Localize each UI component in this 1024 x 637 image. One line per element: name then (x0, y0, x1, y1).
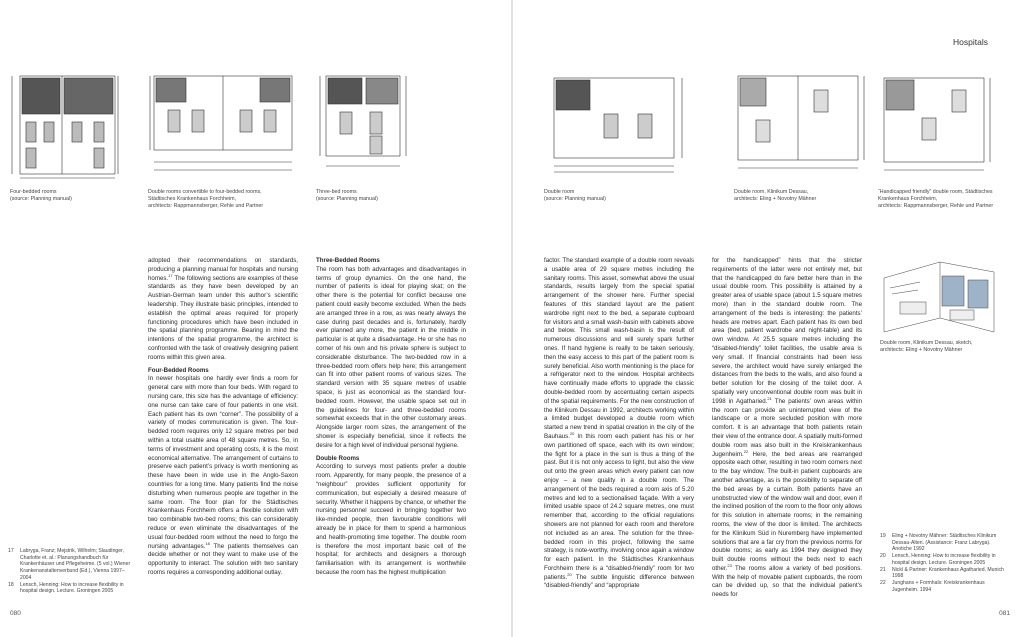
footnotes-right (880, 533, 1010, 593)
text-column-1 (148, 257, 298, 578)
floor-plan-handicapped-friendly (878, 70, 998, 180)
paragraph: In newer hospitals one hardly ever finds a room for general care with more than four beds. With regard to nursing care, this size has the advantage of efficiency: one nurse can take care of four patients in one visit. Each patient has its own “corner”. The possibility of a variety of modes communication is given. The four-bedded room requires only 12 square metres per bed within a total usable area of 48 square metres. So, in terms of investment and operating costs, it is the most economical alternative. The arrangement of curtains to preserve each patient’s privacy is worth mentioning as these have been in wide use in the Anglo-Saxon countries for a long time. Many patients find the noise disturbing when numerous people are together in the same room. The floor plan for the Städtisches Krankenhaus Forchheim offers a flexible solution with two combinable two-bed rooms; this can considerably reduce or even eliminate the disadvantages of the usual four-bedded room without the need to forgo the nursing advantages.$^{18}$ The patients themselves can decide whether or not they want to make use of the opportunity to interact. The solution with two sanitary rooms requires a corresponding additional outlay. (148, 375, 298, 576)
caption-double-convertible: Double rooms convertible to four-bedded rooms, Städtisches Krankenhaus Forchheim, architects: Rappmannsberger, Rehle und Partner (148, 189, 264, 210)
footnotes-left (8, 548, 136, 595)
paragraph: The room has both advantages and disadvantages in terms of group dynamics. On the one hand, the number of patients is ideal for playing skat; on the other there is the potential for conflict because one patient could easily become excluded. When the beds are arranged three in a row, as was nearly always the case during past decades and is, fortunately, hardly ever planned any more, the patient in the middle in particular is at quite a disadvantage. He or she has no corner of his own and his private sphere is subject to considerable disturbance. The two-bedded row in a three-bedded room offers help here; this arrangement can fit into other patient rooms of various sizes. The standard version with 35 square metres of usable space, is just as economical as the standard four-bedded room. However, the usable space set out in the guidelines for four- and three-bedded rooms somewhat exceeds that in the other customary areas. Alongside larger room sizes, the arrangement of the shower is especially beneficial, since it reflects the desire for a high level of individual personal hygiene. (316, 265, 466, 449)
footnote: 20 Lensch, Henning: How to increase flexibility in hospital design. Lecture. Groningen 2005 (880, 553, 996, 566)
running-head: Hospitals (953, 37, 988, 47)
heading-three-bedded: Three-Bedded Rooms (316, 257, 380, 264)
caption-handicapped-friendly: “Handicapped friendly” double room, Städtisches Krankenhaus Forchheim, architects: Rappmannsberger, Rehle und Partner (878, 189, 994, 210)
heading-four-bedded: Four-Bedded Rooms (148, 366, 209, 374)
floor-plan-three-bed (316, 70, 411, 180)
paragraph: for the handicapped” hints that the stricter requirements of the latter were not entirely met, but that the handicapped do fare better here than in the usual double room. This possibility is attained by a greater area of usable space (about 1.5 square metres more) than in the standard double room. The arrangement of the beds is interesting: the patients’ heads are metres apart. Each patient has its own bed area (bed, patient wardrobe and night-table) and its own window. At 25.5 square metres including the “disabled-friendly” toilet facilities, the usable area is very small. If financial constraints had been less severe, the architect would have surely enlarged the distances from the beds to the walls, and also found a better solution for the closing of the toilet door. A spatially very unconventional double room was built in 1998 in Agatharied.$^{21}$ The patients’ own areas within the room can provide an uninterrupted view of the landscape or a more secluded position with more comfort. It is an advantage that both patients retain their view of the entrance door. A spatially multi-formed double room was also built in the Kreiskrankenhaus Jugenheim.$^{22}$ Here, the bed areas are rearranged opposite each other, resulting in two room corners next to the bay window. The built-in patient cupboards are another advantage, as is the possibility to separate off the bed areas by a curtain. Both patients have an unobstructed view of the window wall and door, even if the inclined position of the room to the floor only allows for this solution in alternate rooms; in the remaining rooms, the view of the door is limited. The architects for the Klinikum Süd in Nuremberg have implemented solutions that are a far cry from the previous norms for double rooms; as early as 1994 they designed they built double rooms without the beds next to each other.$^{23}$ The rooms allow a variety of bed positions. With the help of movable patient cupboards, the room can be divided up, so that the individual patient’s needs for (712, 257, 863, 599)
paragraph: According to surveys most patients prefer a double room. Apparently, for many people, the presence of a “neighbour” provides sufficient opportunity for communication, but especially a desired measure of security. Whether it happens by chance, or whether the nursing personnel succeed in bringing together two like-minded people, then favourable conditions will already be in place for them to spend a harmonious and health-promoting time together. The double room is therefore the most important basic cell of the hospital; for architects and designers a thorough familiarisation with its arrangement is worthwhile because the room has the highest multiplication (316, 463, 466, 576)
footnote: 18 Lensch, Henning: How to increase flexibility in hospital design. Lecture. Groningen 2005 (8, 581, 124, 595)
caption-four-bedded: Four-bedded rooms (source: Planning manual) (10, 189, 72, 203)
footnote: 19 Eling + Novotny Mähner: Städtisches Klinikum Dessau-Alten. (Assistance: Franz Labryga). Anotiche 1992 (880, 533, 997, 553)
caption-three-bed: Three-bed rooms (source: Planning manual) (316, 189, 378, 203)
paragraph: adopted their recommendations on standards, producing a planning manual for hospitals and nursing homes.$^{17}$ The following sections are examples of these standards as they have been developed by an Austrian-German team under this author’s scientific leadership. They illustrate basic principles, intended to establish the optimal areas required for properly functioning procedures which have been included in the spatial planning programme. Bearing in mind the intentions of the spatial programme, the architect is confronted with the task of creatively designing patient rooms within this given area. (148, 257, 298, 361)
folio-left: 080 (10, 610, 21, 617)
footnote: 17 Labryga, Franz; Mejstrik, Wilhelm; Slaudinger, Charlotte et. al.: Planungshandbuch für Krankenhäuser und Pflegeheime. (5 vol.) Wiener Krankenanstaltenverbund (Ed.), Vienna 1997–2004 (8, 548, 131, 581)
folio-right: 081 (999, 610, 1010, 617)
floor-plan-double-convertible (148, 70, 298, 180)
text-column-2 (316, 257, 466, 578)
floor-plan-double-room (544, 70, 694, 180)
floor-plan-four-bedded (10, 70, 125, 180)
text-column-4 (712, 257, 862, 600)
text-column-3 (544, 257, 694, 591)
footnote: 21 Nickl & Partner: Krankenhaus Agatharied. Munich 1998 (880, 566, 1004, 580)
caption-double-room: Double room (source: Planning manual) (544, 189, 606, 203)
sketch-caption: Double room, Klinikum Dessau, sketch, architects: Eling + Novotny Mähner (880, 340, 973, 354)
footnote: 22 Junghans + Formhals: Kreiskrankenhaus Jugenheim. 1994 (880, 579, 985, 593)
floor-plan-dessau (734, 70, 869, 180)
page-gutter (511, 0, 513, 637)
sketch-double-room-dessau (880, 258, 998, 336)
heading-double-rooms: Double Rooms (316, 454, 360, 462)
caption-dessau: Double room, Klinikum Dessau, architects: Eling + Novotny Mähner (734, 189, 817, 203)
paragraph: factor. The standard example of a double room reveals a usable area of 29 square metres including the sanitary rooms. This asset, somewhat above the usual standards, results largely from the special spatial arrangement of the shower here. Further special features of this standard layout are the patient wardrobe right next to the bed, a separate cupboard for visitors and a small wash-basin with cabinets above and below. This small wash-basin is the result of numerous discussions and will surely spark further ones. If hand hygiene is really to be taken seriously, then the easy access to this part of the patient room is surely beneficial. Also worth mentioning is the place for a refrigerator next to the window. Hospital architects have continually made efforts to upgrade the classic double-bedded room by accentuating certain aspects of the spatial requirements. For the new construction of the Klinikum Dessau in 1992, architects working within a limited budget developed a double room which started a new trend in spatial creation in the city of the Bauhaus.$^{20}$ In this room each patient has his or her own partitioned off space, each with its own window; the fight for a place in the sun is thus a thing of the past. But it is not only access to light, but also the view out onto the green areas which every patient can now enjoy – a new quality in a double room. The arrangement of the beds required a room axis of 5.20 metres and led to a sectionalised façade. With a very limited usable space of 24.2 square metres, one must remember that, according to the official regulations showers are not planned for each room and therefore not included as an area. The solution for the three-bedded room in this project, following the same strategy, is note-worthy, involving once again a window for each patient. In the Städtisches Krankenhaus Forchheim there is a “disabled-friendly” room for two patients.$^{20}$ The subtle linguistic difference between “disabled-friendly” and “appropriate (544, 257, 694, 590)
